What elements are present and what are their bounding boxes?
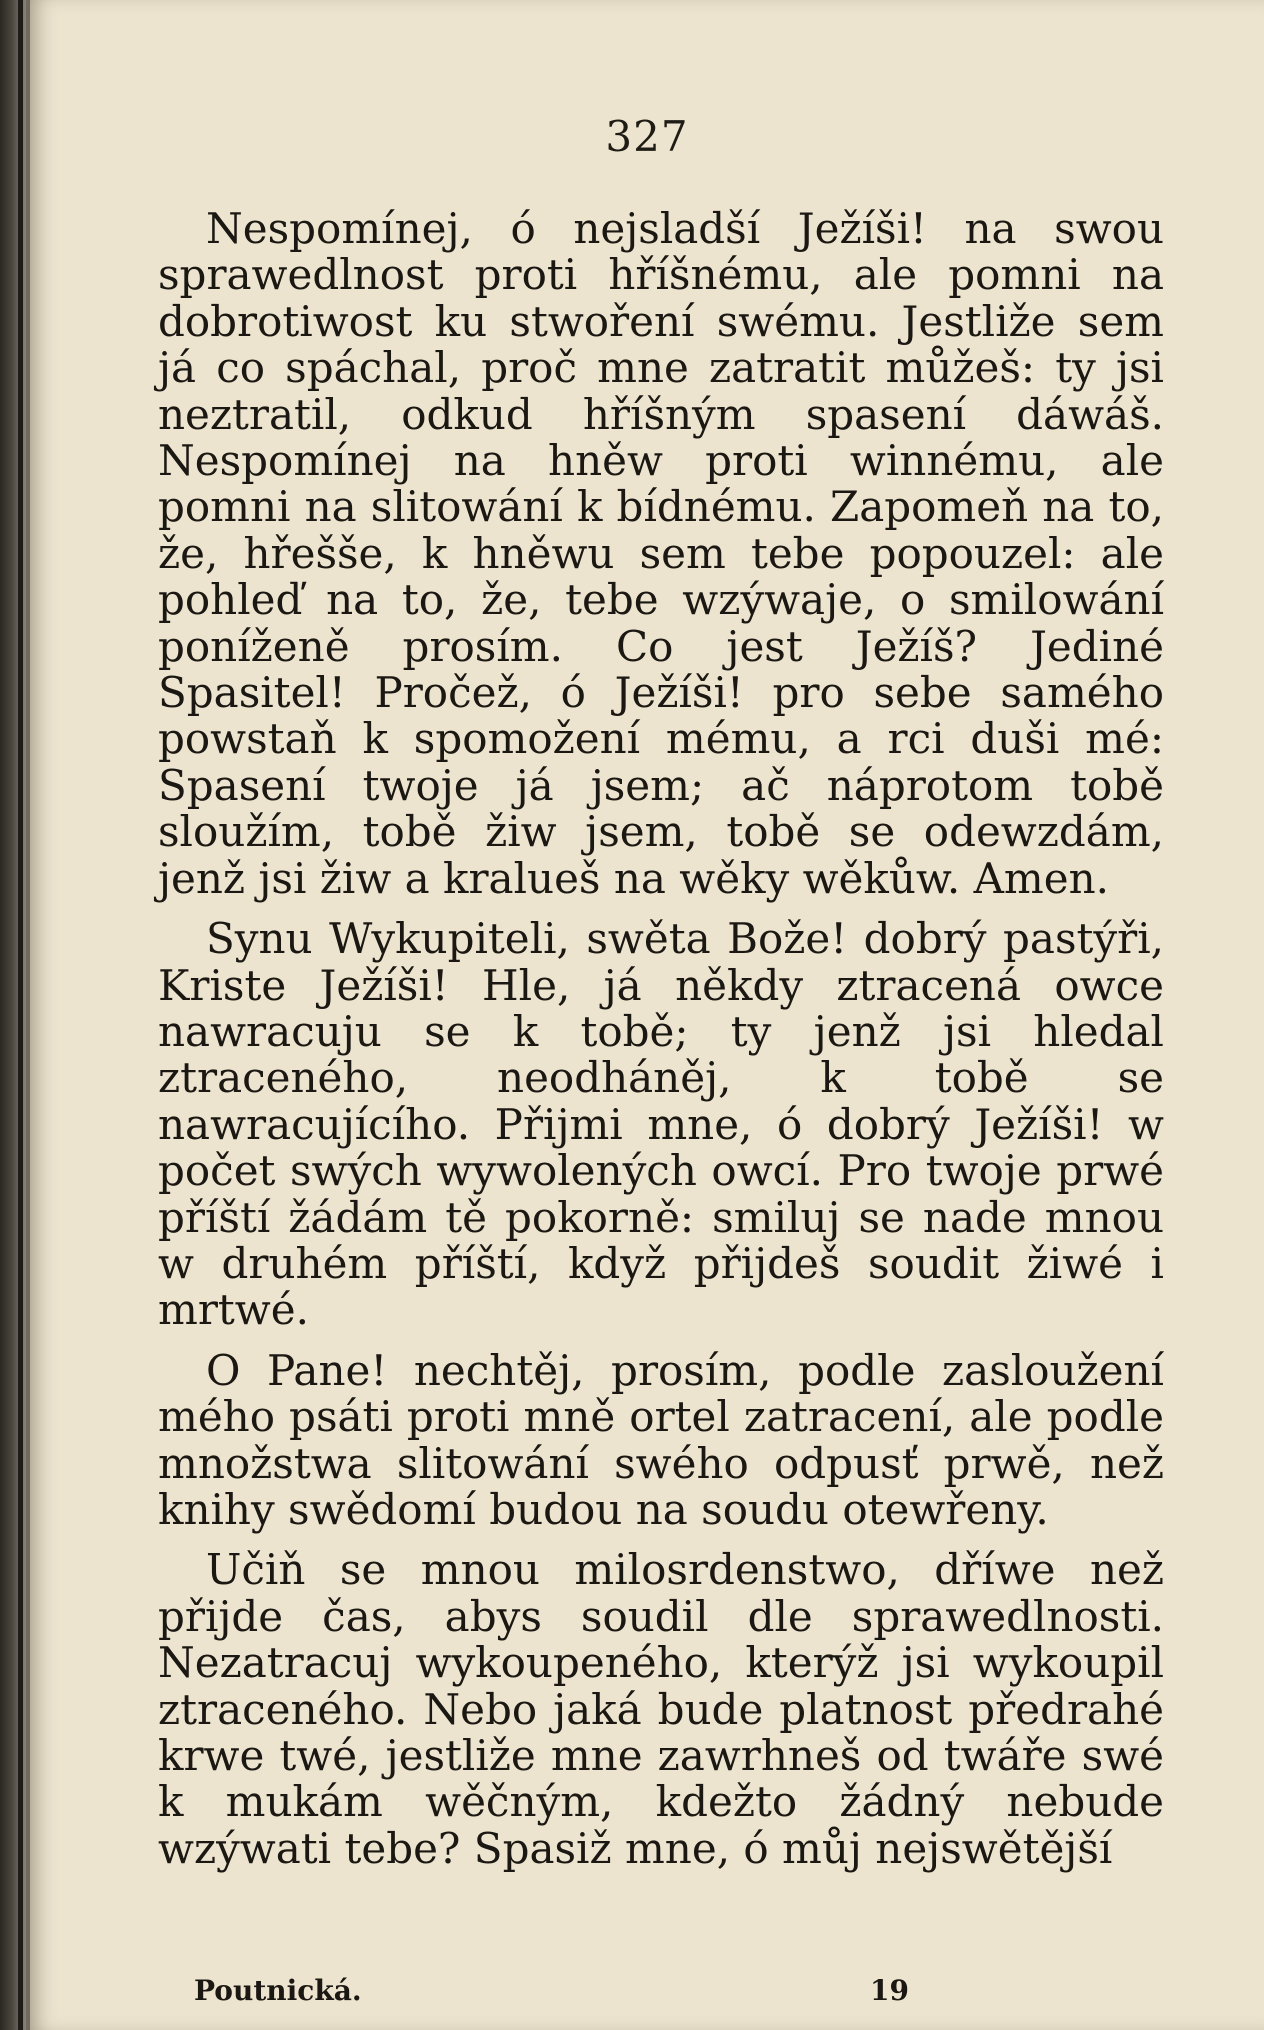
signature-mark: Poutnická.: [194, 1974, 362, 2007]
paragraph-4: Učiň se mnou milosrdenstwo, dříwe než přijde čas, abys soudil dle sprawedlnosti. Nezatracuj wykoupeného, kterýž jsi wykoupil ztraceného. Nebo jaká bude platnost předrahé krwe twé, jestliže mne zawrhneš od twáře swé k mukám wěčným, kdežto žádný nebude wzýwati tebe? Spasiž mne, ó můj nejswětější: [158, 1545, 1164, 1873]
sheet-number: 19: [870, 1974, 909, 2007]
book-gutter-line: [18, 0, 23, 2030]
page-footer: [194, 1974, 1090, 2008]
page-number: 327: [605, 112, 689, 161]
paragraph-3: O Pane! nechtěj, prosím, podle zasloužení mého psáti proti mně ortel zatracení, ale podle množstwa slitowání swého odpusť prwě, než knihy swědomí budou na soudu otewřeny.: [158, 1345, 1164, 1534]
paragraph-2: Synu Wykupiteli, swěta Bože! dobrý pastýři, Kriste Ježíši! Hle, já někdy ztracená owce nawracuju se k tobě; ty jenž jsi hledal ztraceného, neodháněj, k tobě se nawracujícího. Přijmi mne, ó dobrý Ježíši! w počet swých wywolených owcí. Pro twoje prwé příští žádám tě pokorně: smiluj se nade mnou w druhém příští, když přijdeš soudit žiwé i mrtwé.: [158, 914, 1164, 1335]
paragraph-1: Nespomínej, ó nejsladší Ježíši! na swou sprawedlnost proti hříšnému, ale pomni na dobrotiwost ku stwoření swému. Jestliže sem já co spáchal, proč mne zatratit můžeš: ty jsi neztratil, odkud hříšným spasení dáwáš. Nespomínej na hněw proti winnému, ale pomni na slitowání k bídnému. Zapomeň na to, že, hřešše, k hněwu sem tebe popouzel: ale pohleď na to, že, tebe wzýwaje, o smilowání poníženě prosím. Co jest Ježíš? Jediné Spasitel! Pročež, ó Ježíši! pro sebe samého powstaň k spomožení mému, a rci duši mé: Spasení twoje já jsem; ač náprotom tobě sloužím, tobě žiw jsem, tobě se odewzdám, jenž jsi žiw a kralueš na wěky wěkůw. Amen.: [158, 204, 1164, 903]
page-body: [158, 206, 1164, 1872]
